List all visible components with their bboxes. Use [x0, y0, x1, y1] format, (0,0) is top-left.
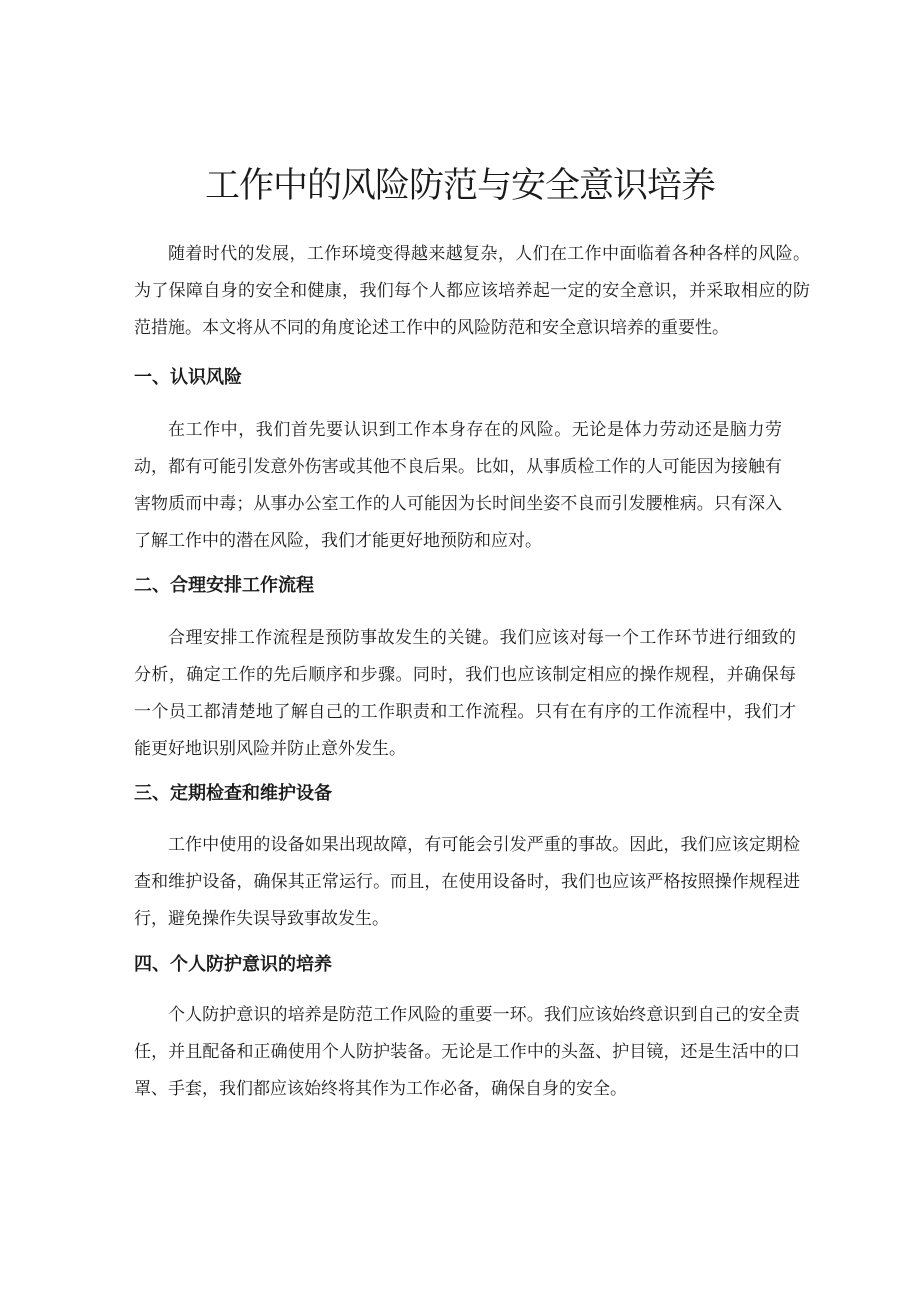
document-title: 工作中的风险防范与安全意识培养	[204, 166, 715, 206]
section-heading: 三、定期检查和维护设备	[134, 783, 332, 804]
section-paragraph: 工作中使用的设备如果出现故障，有可能会引发严重的事故。因此，我们应该定期检查和维护设备，确保其正常运行。而且，在使用设备时，我们也应该严格按照操作规程进行，避免操作失误导致事故发生。	[134, 835, 800, 929]
section-heading: 四、个人防护意识的培养	[134, 954, 332, 975]
section-4-heading-block	[134, 951, 814, 979]
section-2-heading-block	[134, 572, 814, 600]
section-paragraph: 合理安排工作流程是预防事故发生的关键。我们应该对每一个工作环节进行细致的分析，确定工作的先后顺序和步骤。同时，我们也应该制定相应的操作规程，并确保每一个员工都清楚地了解自己的工作职责和工作流程。只有在有序的工作流程中，我们才能更好地识别风险并防止意外发生。	[134, 628, 796, 759]
section-1-body-block	[134, 412, 782, 560]
section-heading: 二、合理安排工作流程	[134, 575, 314, 596]
intro-block	[134, 236, 810, 347]
section-heading: 一、认识风险	[134, 367, 242, 388]
section-3-heading-block	[134, 780, 814, 808]
section-paragraph: 在工作中，我们首先要认识到工作本身存在的风险。无论是体力劳动还是脑力劳动，都有可能引发意外伤害或其他不良后果。比如，从事质检工作的人可能因为接触有害物质而中毒；从事办公室工作的人可能因为长时间坐姿不良而引发腰椎病。只有深入了解工作中的潜在风险，我们才能更好地预防和应对。	[134, 420, 782, 551]
section-3-body-block	[134, 827, 800, 938]
intro-paragraph: 随着时代的发展，工作环境变得越来越复杂，人们在工作中面临着各种各样的风险。为了保障自身的安全和健康，我们每个人都应该培养起一定的安全意识，并采取相应的防范措施。本文将从不同的角度论述工作中的风险防范和安全意识培养的重要性。	[134, 244, 810, 338]
section-2-body-block	[134, 620, 796, 768]
section-1-heading-block	[134, 364, 814, 392]
section-paragraph: 个人防护意识的培养是防范工作风险的重要一环。我们应该始终意识到自己的安全责任，并且配备和正确使用个人防护装备。无论是工作中的头盔、护目镜，还是生活中的口罩、手套，我们都应该始终将其作为工作必备，确保自身的安全。	[134, 1005, 800, 1099]
section-4-body-block	[134, 997, 800, 1108]
